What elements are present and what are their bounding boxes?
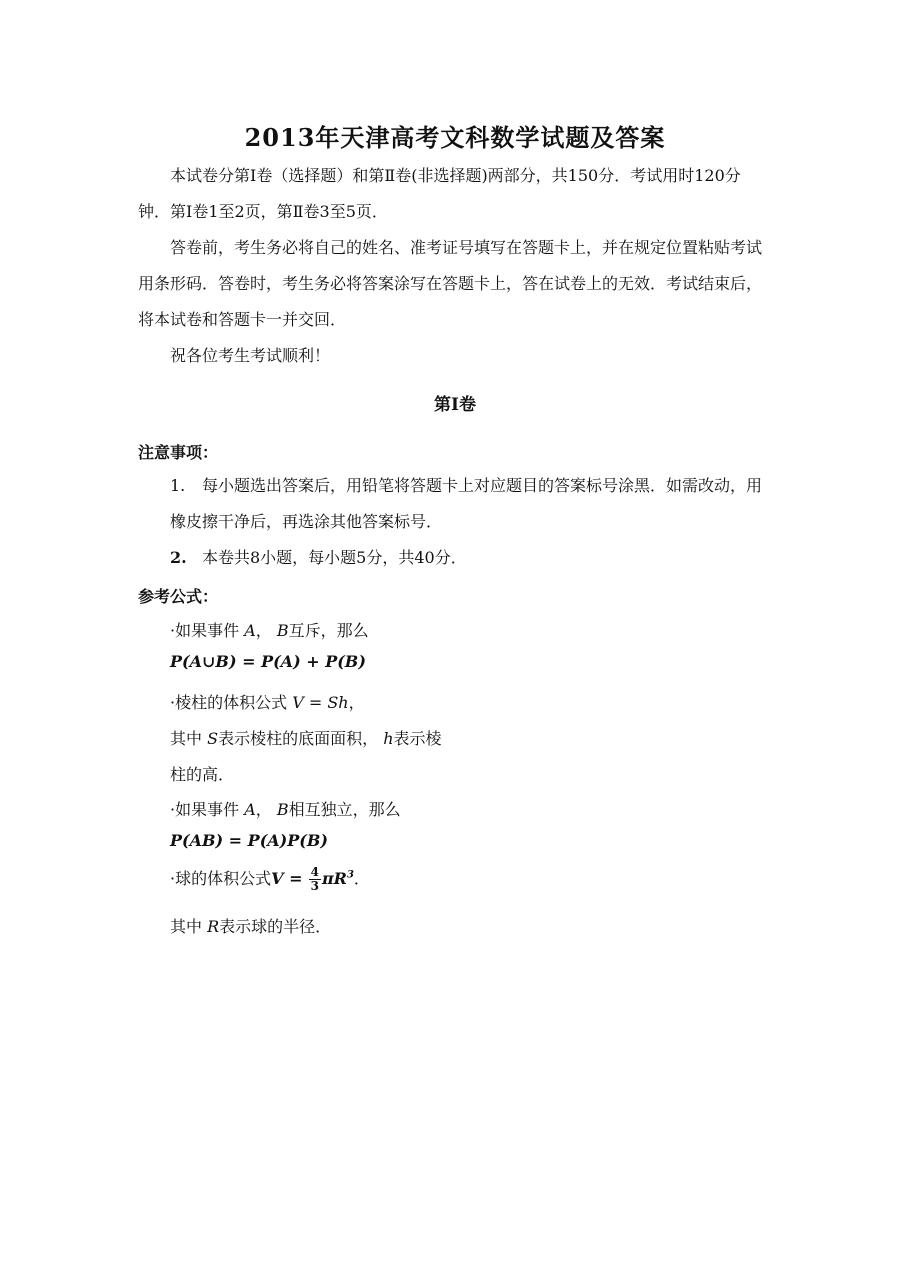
formula-line-independent (170, 797, 401, 820)
formula-variable: B (276, 621, 289, 640)
formula-variable: S (207, 729, 219, 748)
formula-text: 其中 (170, 917, 203, 936)
notice-item-2 (170, 540, 770, 576)
notice-item-text: 每小题选出答案后，用铅笔将答题卡上对应题目的答案标号涂黑．如需改动，用橡皮擦干净后，再选涂其他答案标号． (170, 476, 763, 531)
formula-heading: 参考公式： (138, 587, 219, 606)
formula-union-probability: P(A∪B) = P(A) + P(B) (170, 652, 366, 671)
formula-text: ·球的体积公式 (170, 869, 272, 888)
formula-sphere-lhs: V = (271, 869, 303, 888)
formula-text: 表示棱柱的底面面积， (218, 729, 379, 748)
formula-line-sphere-desc (170, 914, 331, 937)
formula-text: 互斥，那么 (288, 621, 369, 640)
intro-paragraph-3: 祝各位考生考试顺利！ (170, 346, 331, 365)
section-title: 第Ⅰ卷 (434, 395, 476, 415)
formula-text: 其中 (170, 729, 203, 748)
document-title: 2013年天津高考文科数学试题及答案 (244, 123, 666, 152)
fraction-denominator: 3 (310, 879, 319, 893)
formula-text: 相互独立，那么 (288, 800, 401, 819)
formula-exponent: 3 (346, 869, 354, 881)
formula-text: ， (255, 621, 272, 640)
notice-item-number: 2. (170, 548, 187, 567)
formula-variable: R (207, 917, 220, 936)
formula-text: ·如果事件 (170, 621, 240, 640)
formula-variable: B (276, 800, 289, 819)
fraction-numerator: 4 (310, 865, 319, 879)
formula-prism-volume: V = Sh (292, 693, 349, 712)
intro-paragraph-1: 本试卷分第Ⅰ卷（选择题）和第Ⅱ卷(非选择题)两部分，共150分．考试用时120分钟．第Ⅰ卷1至2页，第Ⅱ卷3至5页． (138, 166, 741, 221)
formula-line-prism (170, 690, 365, 713)
notice-item-number: 1. (170, 476, 186, 495)
formula-variable: A (244, 621, 256, 640)
formula-line-exclusive (170, 618, 369, 641)
formula-text: 表示棱 (393, 729, 442, 748)
formula-text: ， (348, 693, 365, 712)
formula-text: ·如果事件 (170, 800, 240, 819)
formula-line-prism-desc (170, 726, 442, 749)
formula-line-prism-desc-cont: 柱的高． (170, 765, 235, 784)
formula-text: ·棱柱的体积公式 (170, 693, 288, 712)
intro-paragraph-2: 答卷前，考生务必将自己的姓名、准考证号填写在答题卡上，并在规定位置粘贴考试用条形码．答卷时，考生务必将答案涂写在答题卡上，答在试卷上的无效．考试结束后，将本试卷和答题卡一并交回． (138, 238, 763, 329)
formula-product-probability: P(AB) = P(A)P(B) (170, 831, 328, 850)
formula-text: ， (255, 800, 272, 819)
formula-fraction (309, 866, 321, 893)
formula-text: 表示球的半径． (219, 917, 332, 936)
formula-variable: A (244, 800, 256, 819)
notice-heading: 注意事项： (138, 443, 219, 462)
notice-item-text: 本卷共8小题，每小题5分，共40分． (202, 548, 467, 567)
formula-sphere-rhs: πR (321, 869, 347, 888)
notice-item-1 (170, 468, 770, 540)
formula-variable: h (383, 729, 394, 748)
formula-text: ． (353, 869, 370, 888)
formula-line-sphere (170, 866, 370, 893)
